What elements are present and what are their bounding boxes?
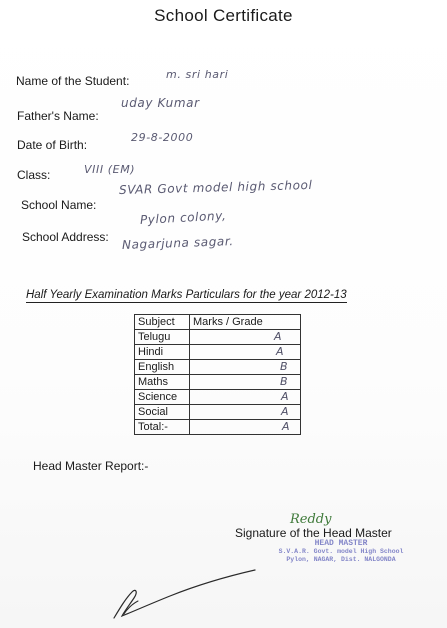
subject-cell: Hindi: [135, 345, 190, 360]
school-stamp: [266, 540, 416, 564]
grade-cell: A: [190, 420, 301, 435]
header-grade: Marks / Grade: [190, 315, 301, 330]
dob-value: 29-8-2000: [131, 131, 194, 144]
school-address-label-text: School Address:: [22, 230, 109, 244]
marks-table: [134, 314, 301, 435]
table-row: [135, 390, 301, 405]
stamp-line-2: S.V.A.R. Govt. model High School: [278, 548, 404, 555]
marks-table-header-row: [135, 315, 301, 330]
subject-cell: Total:-: [135, 420, 190, 435]
grade-cell: B: [190, 375, 301, 390]
grade-cell: B: [190, 360, 301, 375]
head-master-signature: Reddy: [290, 512, 332, 527]
student-name-value: m. sri hari: [166, 68, 229, 81]
table-row: [135, 420, 301, 435]
table-row: [135, 405, 301, 420]
dob-label: Date of Birth:: [17, 138, 88, 152]
table-row: [135, 330, 301, 345]
header-subject: Subject: [135, 315, 190, 330]
signature-scribble: [110, 568, 260, 623]
address-line-1: Pylon colony,: [139, 208, 227, 227]
class-label: Class:: [17, 168, 51, 182]
school-name-label: School Name:: [21, 198, 97, 212]
grade-cell: A: [190, 345, 301, 360]
grade-cell: A: [190, 330, 301, 345]
subject-cell: Science: [135, 390, 190, 405]
certificate-title: School Certificate: [154, 6, 293, 25]
subject-cell: Telugu: [135, 330, 190, 345]
father-name-label: Father's Name:: [17, 109, 99, 123]
subject-cell: Maths: [135, 375, 190, 390]
address-line-2: Nagarjuna sagar.: [121, 234, 234, 252]
student-name-label: Name of the Student:: [16, 74, 130, 88]
subject-cell: Social: [135, 405, 190, 420]
subject-cell: English: [135, 360, 190, 375]
exam-heading: Half Yearly Examination Marks Particulars for the year 2012-13: [26, 289, 347, 301]
stamp-line-1: HEAD MASTER: [314, 539, 368, 548]
grade-cell: A: [190, 405, 301, 420]
class-value: VIII (EM): [84, 163, 136, 176]
head-master-report-label: Head Master Report:-: [33, 459, 149, 473]
table-row: [135, 375, 301, 390]
father-name-value: uday Kumar: [121, 96, 200, 110]
grade-cell: A: [190, 390, 301, 405]
table-row: [135, 360, 301, 375]
signature-label: Signature of the Head Master: [235, 526, 392, 540]
stamp-line-3: Pylon, NAGAR, Dist. NALGONDA: [286, 556, 396, 563]
school-name-value: SVAR Govt model high school: [118, 177, 313, 197]
table-row: [135, 345, 301, 360]
